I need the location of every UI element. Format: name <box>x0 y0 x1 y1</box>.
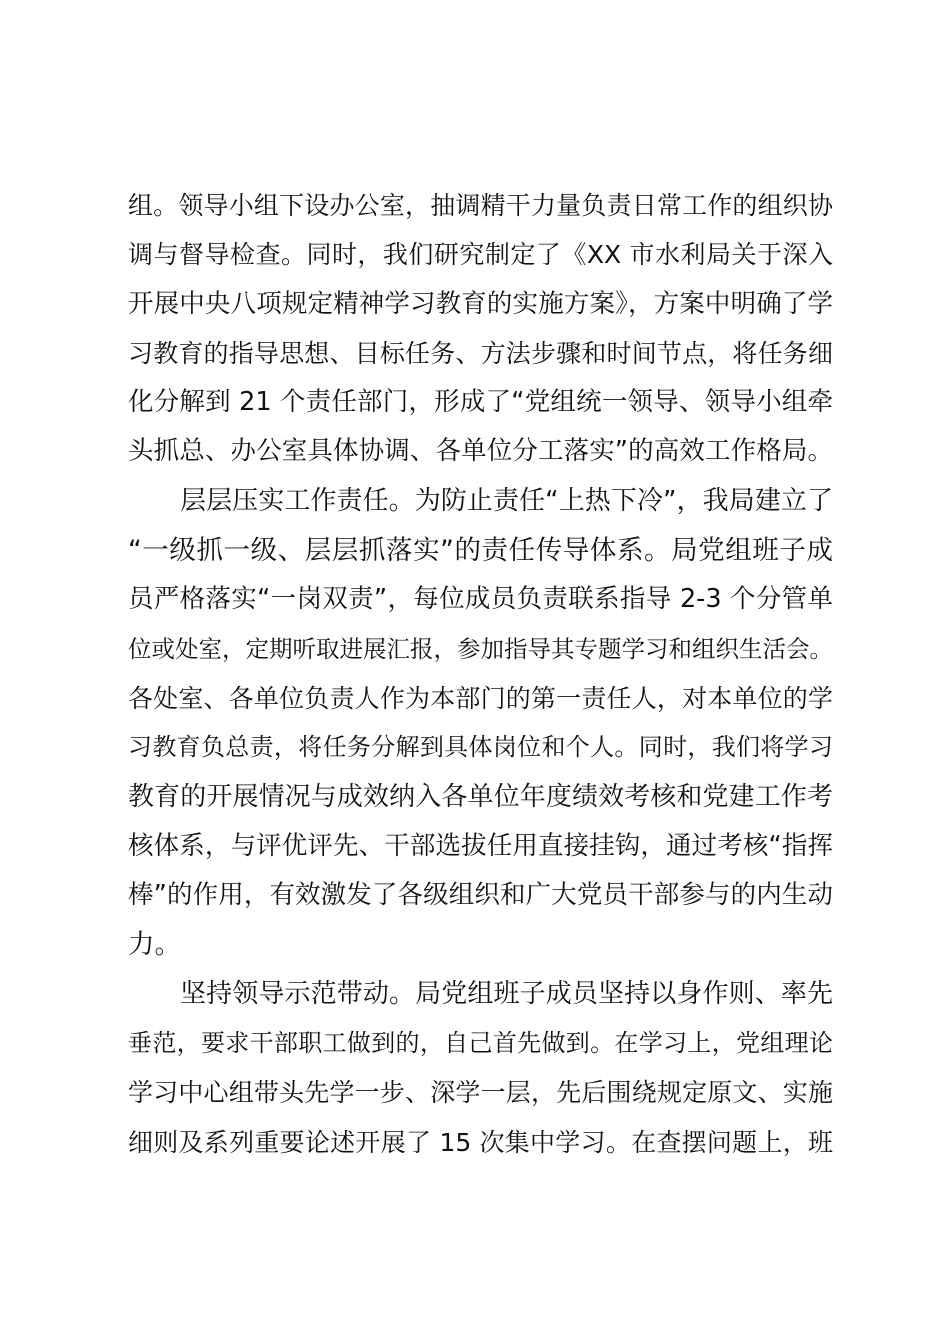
text-line: 各处室、各单位负责人作为本部门的第一责任人，对本单位的学 <box>128 683 833 713</box>
text-line: 细则及系列重要论述开展了 15 次集中学习。在查摆问题上，班 <box>128 1127 833 1157</box>
text-line: 员严格落实“一岗双责”，每位成员负责联系指导 2-3 个分管单 <box>128 584 833 615</box>
text-line: 习教育负总责，将任务分解到具体岗位和个人。同时，我们将学习 <box>128 733 833 762</box>
text-line: 力。 <box>128 929 181 961</box>
text-line: 核体系，与评优评先、干部选拔任用直接挂钩，通过考核“指挥 <box>128 830 833 861</box>
text-line: 位或处室，定期听取进展汇报，参加指导其专题学习和组织生活会。 <box>128 634 833 663</box>
text-line: 习教育的指导思想、目标任务、方法步骤和时间节点，将任务细 <box>128 338 833 368</box>
text-line: 教育的开展情况与成效纳入各单位年度绩效考核和党建工作考 <box>128 781 833 812</box>
text-line: “一级抓一级、层层抓落实”的责任传导体系。局党组班子成 <box>128 535 833 567</box>
paragraph-heading-line: 坚持领导示范带动。局党组班子成员坚持以身作则、率先 <box>180 978 833 1009</box>
text-line: 垂范，要求干部职工做到的，自己首先做到。在学习上，党组理论 <box>128 1029 833 1058</box>
text-line: 学习中心组带头先学一步、深学一层，先后围绕规定原文、实施 <box>128 1078 833 1108</box>
text-line: 化分解到 21 个责任部门，形成了“党组统一领导、领导小组牵 <box>128 387 833 418</box>
text-line: 棒”的作用，有效激发了各级组织和广大党员干部参与的内生动 <box>128 880 833 911</box>
text-line: 调与督导检查。同时，我们研究制定了《XX 市水利局关于深入 <box>128 240 833 270</box>
text-line: 组。领导小组下设办公室，抽调精干力量负责日常工作的组织协 <box>128 191 833 220</box>
body-text <box>128 181 833 1167</box>
paragraph-heading-line: 层层压实工作责任。为防止责任“上热下冷”，我局建立了 <box>180 485 833 516</box>
text-line: 开展中央八项规定精神学习教育的实施方案》，方案中明确了学 <box>128 288 833 319</box>
text-line: 头抓总、办公室具体协调、各单位分工落实”的高效工作格局。 <box>128 436 833 467</box>
